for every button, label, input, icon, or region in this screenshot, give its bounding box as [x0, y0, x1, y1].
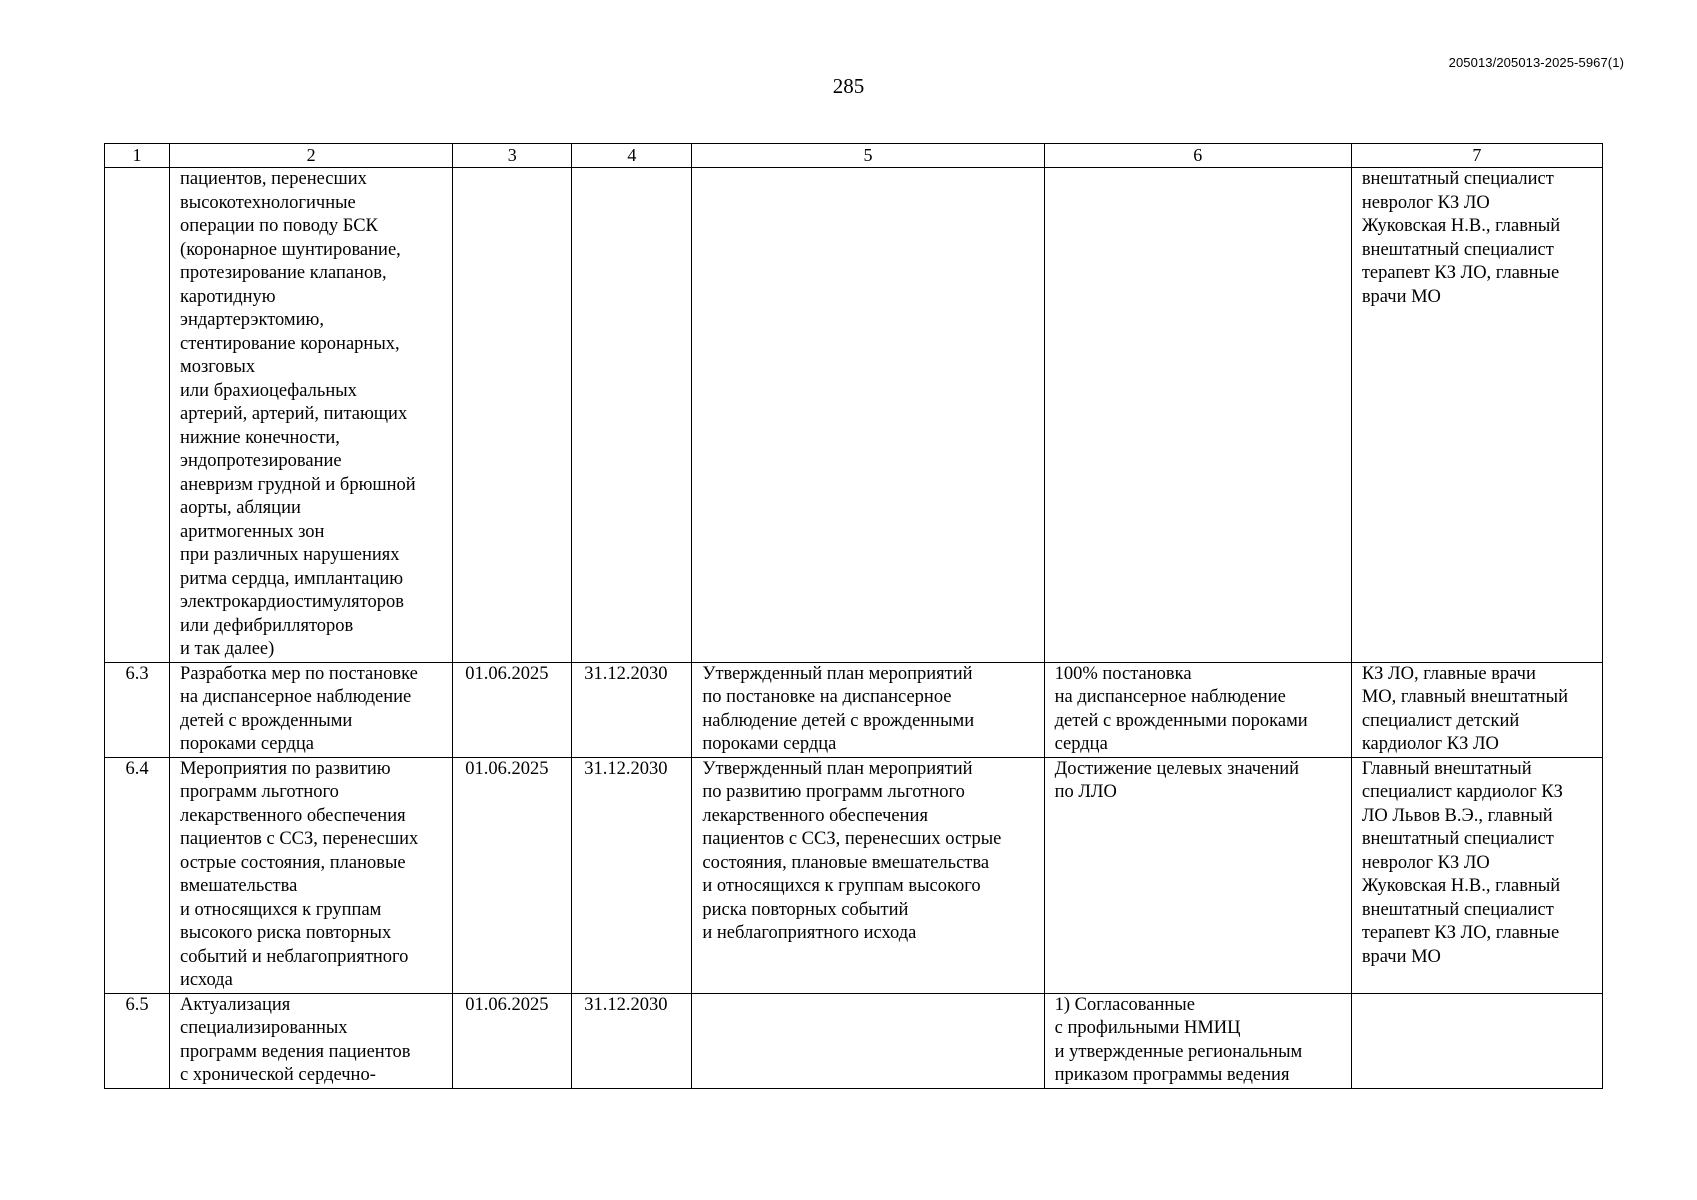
- start-date-cell: 01.06.2025: [453, 662, 572, 757]
- column-header-5: 5: [692, 144, 1044, 168]
- page-number: 285: [832, 74, 865, 98]
- start-date-cell: 01.06.2025: [453, 757, 572, 993]
- activity-cell: пациентов, перенесших высокотехнологичные операции по поводу БСК (коронарное шунтирование, протезирование клапанов, каротидную эндартерэктомию, стентирование коронарных, мозговых или брахиоцефальных артерий, артерий, питающих нижние конечности, эндопротезирование аневризм грудной и брюшной аорты, абляции аритмогенных зон при различных нарушениях ритма сердца, имплантацию электрокардиостимуляторов или дефибрилляторов и так далее): [170, 168, 453, 663]
- activity-cell: Разработка мер по постановке на диспансерное наблюдение детей с врожденными пороками сердца: [170, 662, 453, 757]
- responsible-cell: КЗ ЛО, главные врачи МО, главный внештатный специалист детский кардиолог КЗ ЛО: [1351, 662, 1602, 757]
- column-header-6: 6: [1044, 144, 1351, 168]
- table-row-6-4: [105, 757, 1603, 993]
- activity-cell: Актуализация специализированных программ ведения пациентов с хронической сердечно-: [170, 993, 453, 1088]
- end-date-cell: 31.12.2030: [572, 993, 692, 1088]
- table-row-6-5: [105, 993, 1603, 1088]
- activity-cell: Мероприятия по развитию программ льготного лекарственного обеспечения пациентов с ССЗ, перенесших острые состояния, плановые вмешательства и относящихся к группам высокого риска повторных событий и неблагоприятного исхода: [170, 757, 453, 993]
- responsible-cell: Главный внештатный специалист кардиолог КЗ ЛО Львов В.Э., главный внештатный специалист невролог КЗ ЛО Жуковская Н.В., главный внештатный специалист терапевт КЗ ЛО, главные врачи МО: [1351, 757, 1602, 993]
- end-date-cell: [572, 168, 692, 663]
- table-header: [105, 144, 1603, 168]
- start-date-cell: [453, 168, 572, 663]
- end-date-cell: 31.12.2030: [572, 757, 692, 993]
- column-header-3: 3: [453, 144, 572, 168]
- column-number-row: [105, 144, 1603, 168]
- responsible-cell: [1351, 993, 1602, 1088]
- column-header-4: 4: [572, 144, 692, 168]
- document-registration-number: 205013/205013-2025-5967(1): [1448, 55, 1624, 70]
- result-cell: [692, 168, 1044, 663]
- column-header-7: 7: [1351, 144, 1602, 168]
- row-number-cell: 6.3: [105, 662, 170, 757]
- responsible-cell: внештатный специалист невролог КЗ ЛО Жуковская Н.В., главный внештатный специалист терапевт КЗ ЛО, главные врачи МО: [1351, 168, 1602, 663]
- indicator-cell: 100% постановка на диспансерное наблюдение детей с врожденными пороками сердца: [1044, 662, 1351, 757]
- table-body: [105, 168, 1603, 1089]
- column-header-1: 1: [105, 144, 170, 168]
- column-header-2: 2: [170, 144, 453, 168]
- row-number-cell: 6.4: [105, 757, 170, 993]
- result-cell: Утвержденный план мероприятий по постановке на диспансерное наблюдение детей с врожденными пороками сердца: [692, 662, 1044, 757]
- table-row-6-3: [105, 662, 1603, 757]
- indicator-cell: 1) Согласованные с профильными НМИЦ и утвержденные региональным приказом программы ведения: [1044, 993, 1351, 1088]
- row-number-cell: 6.5: [105, 993, 170, 1088]
- action-plan-table: [104, 143, 1603, 1089]
- start-date-cell: 01.06.2025: [453, 993, 572, 1088]
- row-number-cell: [105, 168, 170, 663]
- table-row-continuation: [105, 168, 1603, 663]
- result-cell: [692, 993, 1044, 1088]
- indicator-cell: Достижение целевых значений по ЛЛО: [1044, 757, 1351, 993]
- end-date-cell: 31.12.2030: [572, 662, 692, 757]
- result-cell: Утвержденный план мероприятий по развитию программ льготного лекарственного обеспечения пациентов с ССЗ, перенесших острые состояния, плановые вмешательства и относящихся к группам высокого риска повторных событий и неблагоприятного исхода: [692, 757, 1044, 993]
- indicator-cell: [1044, 168, 1351, 663]
